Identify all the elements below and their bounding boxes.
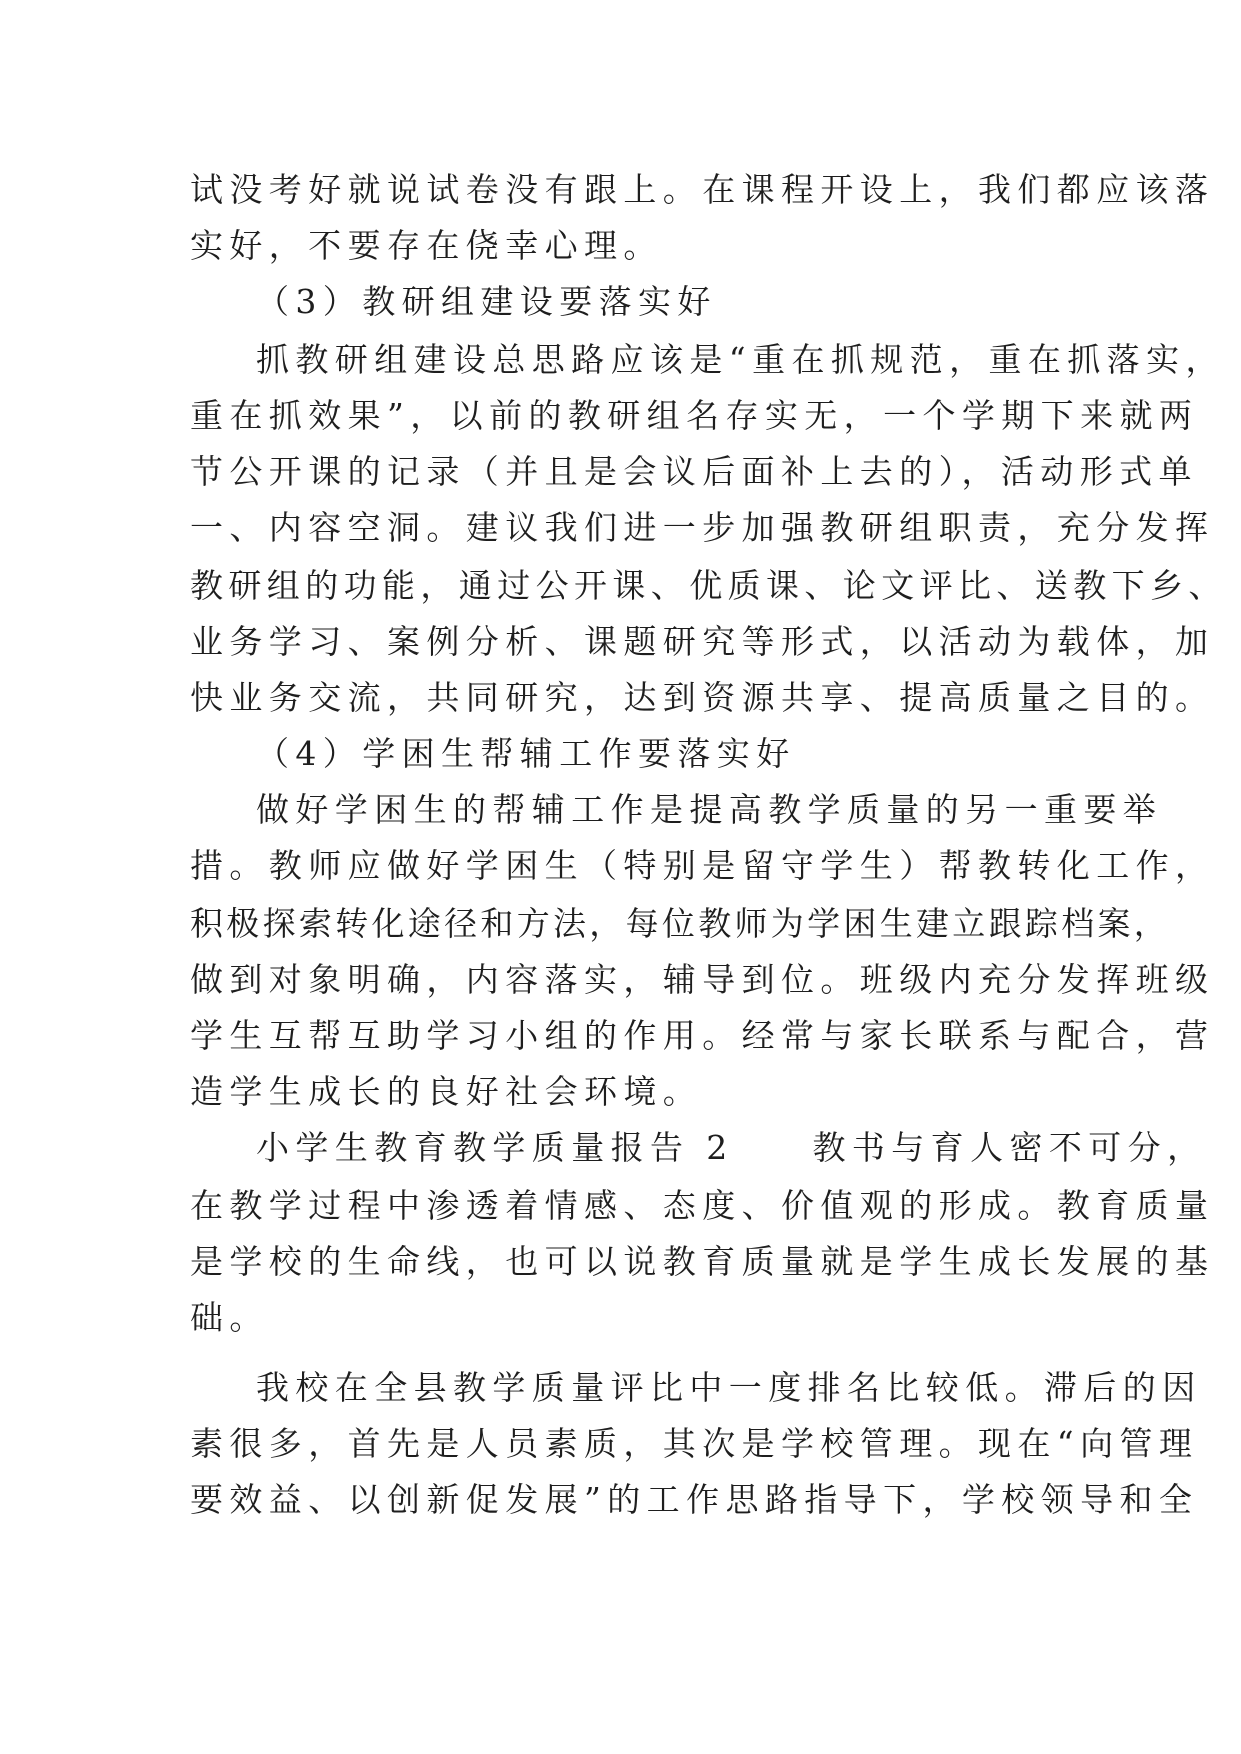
text-line: 快业务交流，共同研究，达到资源共享、提高质量之目的。 — [190, 678, 1215, 717]
text-line: 措。教师应做好学困生（特别是留守学生）帮教转化工作， — [190, 846, 1215, 885]
text-line: 础。 — [190, 1298, 269, 1337]
text-line: 积极探索转化途径和方法，每位教师为学困生建立跟踪档案， — [190, 904, 1171, 943]
text-line: 做好学困生的帮辅工作是提高教学质量的另一重要举 — [256, 790, 1163, 829]
text-line: 是学校的生命线，也可以说教育质量就是学生成长发展的基 — [190, 1242, 1215, 1281]
text-line: 教研组的功能，通过公开课、优质课、论文评比、送教下乡、 — [190, 566, 1227, 605]
section-heading: （4）学困生帮辅工作要落实好 — [256, 734, 796, 773]
section-heading: （3）教研组建设要落实好 — [256, 282, 717, 321]
text-line: 造学生成长的良好社会环境。 — [190, 1072, 703, 1111]
report-title-line: 小学生教育教学质量报告 2 教书与育人密不可分， — [256, 1128, 1207, 1167]
text-line: 一、内容空洞。建议我们进一步加强教研组职责，充分发挥 — [190, 508, 1215, 547]
text-line: 我校在全县教学质量评比中一度排名比较低。滞后的因 — [256, 1368, 1202, 1407]
text-line: 重在抓效果”，以前的教研组名存实无，一个学期下来就两 — [190, 396, 1199, 435]
text-line: 做到对象明确，内容落实，辅导到位。班级内充分发挥班级 — [190, 960, 1215, 999]
text-line: 在教学过程中渗透着情感、态度、价值观的形成。教育质量 — [190, 1186, 1215, 1225]
text-line: 业务学习、案例分析、课题研究等形式，以活动为载体，加 — [190, 622, 1215, 661]
text-line: 节公开课的记录（并且是会议后面补上去的），活动形式单 — [190, 452, 1198, 491]
text-line: 素很多，首先是人员素质，其次是学校管理。现在“向管理 — [190, 1424, 1199, 1463]
text-line: 抓教研组建设总思路应该是“重在抓规范，重在抓落实， — [256, 340, 1225, 379]
text-line: 试没考好就说试卷没有跟上。在课程开设上，我们都应该落 — [190, 170, 1215, 209]
text-line: 要效益、以创新促发展”的工作思路指导下，学校领导和全 — [190, 1480, 1199, 1519]
text-line: 实好，不要存在侥幸心理。 — [190, 226, 663, 265]
text-line: 学生互帮互助学习小组的作用。经常与家长联系与配合，营 — [190, 1016, 1215, 1055]
